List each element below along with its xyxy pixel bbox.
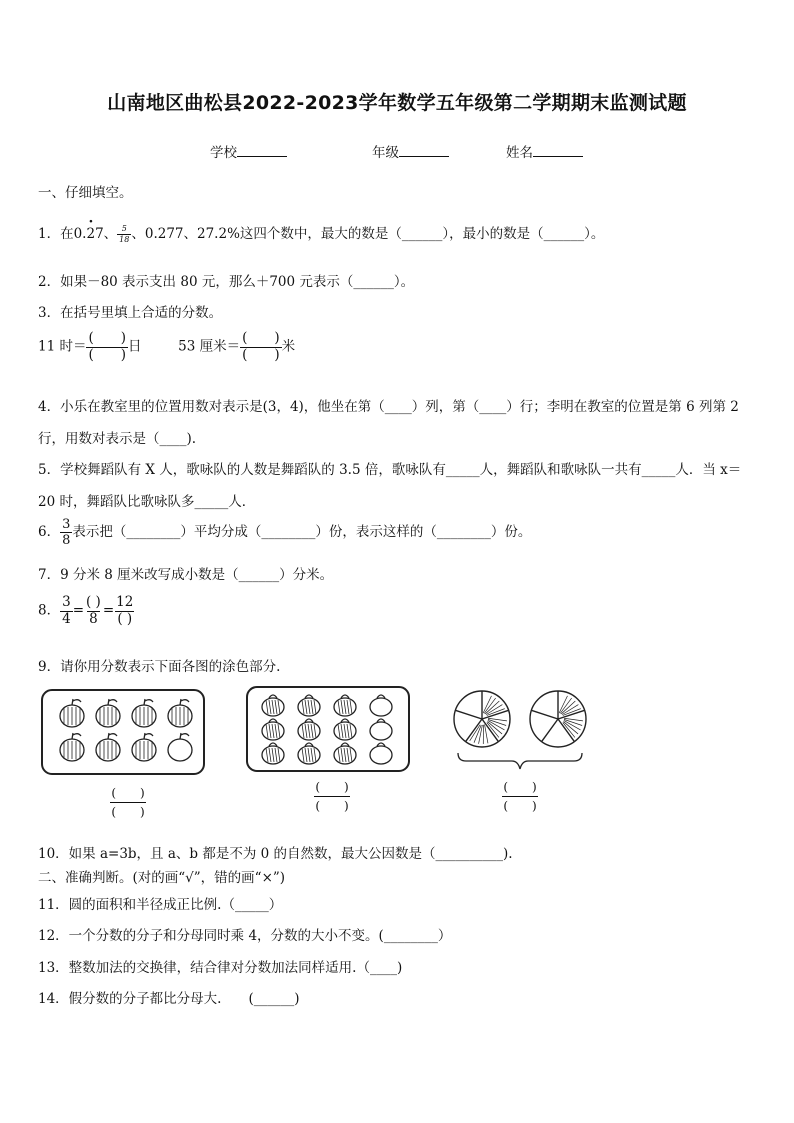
q8-a-num: 3 [62,594,71,610]
q6-den: 8 [62,533,71,548]
picture-3-answer[interactable] [502,781,538,812]
q3-cm-num: ( ) [242,330,280,346]
q6-rest: 表示把（________）平均分成（________）份，表示这样的（________）份。 [72,524,532,540]
q1-frac-num: 5 [121,224,127,233]
q1-rest: 、0.277、27.2%这四个数中，最大的数是（______），最小的数是（______）。 [131,226,605,242]
q1-repeating-digits: · 27 [86,226,103,242]
q3-hours-label: 11 时＝ [38,338,87,355]
pie-circle-icon [454,691,510,747]
name-field[interactable] [506,141,583,161]
apple-icon [96,733,120,761]
apple-icon [132,699,156,727]
q3-cm-fraction[interactable] [240,332,282,362]
apple-icon [96,699,120,727]
q1-frac-den: 18 [119,235,130,244]
q8-c-den: ( ) [117,610,133,627]
section-2-heading: 二、准确判断。(对的画“√”，错的画“×”) [38,870,286,886]
p1-num: ( ) [111,786,145,800]
question-4-line-1: 4．小乐在教室里的位置用数对表示是(3，4)，他坐在第（____）列，第（____）行；李明在教室的位置是第 6 列第 2 [38,399,739,415]
question-5-line-2: 20 时，舞蹈队比歌咏队多_____人． [38,494,256,510]
q8-prefix: 8． [38,602,61,619]
picture-2-answer[interactable] [314,781,350,812]
p2-den: ( ) [315,799,349,813]
question-3-blanks [38,332,295,362]
question-12: 12．一个分数的分子和分母同时乘 4，分数的大小不变。(________） [38,928,452,944]
apple-icon [132,733,156,761]
fruit-icon [370,743,392,764]
q6-fraction [60,518,72,547]
q8-b-num: ( ) [86,594,101,610]
page-title: 山南地区曲松县2022-2023学年数学五年级第二学期期末监测试题 [107,92,687,114]
fruit-icon [370,695,392,716]
q3-hours-den: ( ) [88,346,127,363]
question-3: 3．在括号里填上合适的分数。 [38,305,223,321]
grade-field[interactable] [372,141,449,161]
q8-b-den: 8 [89,610,98,627]
q3-day-unit: 日 [128,338,142,355]
q3-hours-fraction[interactable] [86,332,128,362]
question-2: 2．如果－80 表示支出 80 元，那么＋700 元表示（______）。 [38,274,415,290]
question-13: 13．整数加法的交换律，结合律对分数加法同样适用.（____) [38,960,403,976]
q8-equals-2: = [102,602,115,619]
question-9: 9．请你用分数表示下面各图的涂色部分. [38,659,281,675]
q6-num: 3 [62,517,71,532]
q8-fraction-a [60,596,73,626]
school-field[interactable] [210,141,287,161]
fruit-icon [334,695,356,716]
q1-prefix: 1．在0. [38,226,87,242]
q3-meter-unit: 米 [281,338,296,355]
q8-c-num: 12 [116,594,134,610]
question-1 [38,222,604,244]
fruit-icon [298,719,320,740]
school-blank[interactable] [237,143,287,157]
question-14: 14．假分数的分子都比分母大. (______) [38,991,300,1007]
fruit-icon [262,695,284,716]
name-blank[interactable] [533,143,583,157]
fruit-icon [334,719,356,740]
q8-fraction-b[interactable] [84,596,103,626]
apple-icon [168,733,192,761]
q3-cm-den: ( ) [242,346,280,363]
fruit-icon [298,695,320,716]
school-label: 学校 [210,145,237,161]
pie-circles-image [450,685,590,780]
q8-equals-1: = [72,602,84,619]
grade-label: 年级 [372,145,399,161]
question-7: 7．9 分米 8 厘米改写成小数是（______）分米。 [38,567,334,583]
q3-cm-label: 53 厘米＝ [178,338,241,355]
q6-prefix: 6． [38,524,61,540]
fruit-icon [334,743,356,764]
apples-box-image [40,688,206,776]
fruit-icon [262,719,284,740]
picture-1-answer[interactable] [110,787,146,818]
apple-icon [168,699,192,727]
question-4-line-2: 行，用数对表示是（____). [38,431,197,447]
question-10: 10．如果 a=3b，且 a、b 都是不为 0 的自然数，最大公因数是（__________). [38,846,513,862]
p2-num: ( ) [315,780,349,794]
question-11: 11．圆的面积和半径成正比例.（_____） [38,897,283,913]
apple-icon [60,699,84,727]
question-8 [38,596,135,626]
p3-den: ( ) [503,799,537,813]
pie-circle-icon [530,691,586,747]
question-6 [38,518,531,547]
q1-fraction [117,225,131,244]
fruit-icon [298,743,320,764]
p3-num: ( ) [503,780,537,794]
apple-icon [60,733,84,761]
q3-hours-num: ( ) [88,330,127,346]
question-5-line-1: 5．学校舞蹈队有 X 人，歌咏队的人数是舞蹈队的 3.5 倍，歌咏队有_____人，舞蹈队和歌咏队一共有_____人．当 x＝ [38,462,742,478]
q1-separator: 、 [103,226,118,242]
name-label: 姓名 [506,145,533,161]
fruits-box-image [245,685,411,773]
p1-den: ( ) [111,805,145,819]
fruit-icon [370,719,392,740]
grade-blank[interactable] [399,143,449,157]
fruit-icon [262,743,284,764]
section-1-heading: 一、仔细填空。 [38,185,133,201]
q8-a-den: 4 [62,610,71,627]
q8-fraction-c[interactable] [114,596,135,626]
